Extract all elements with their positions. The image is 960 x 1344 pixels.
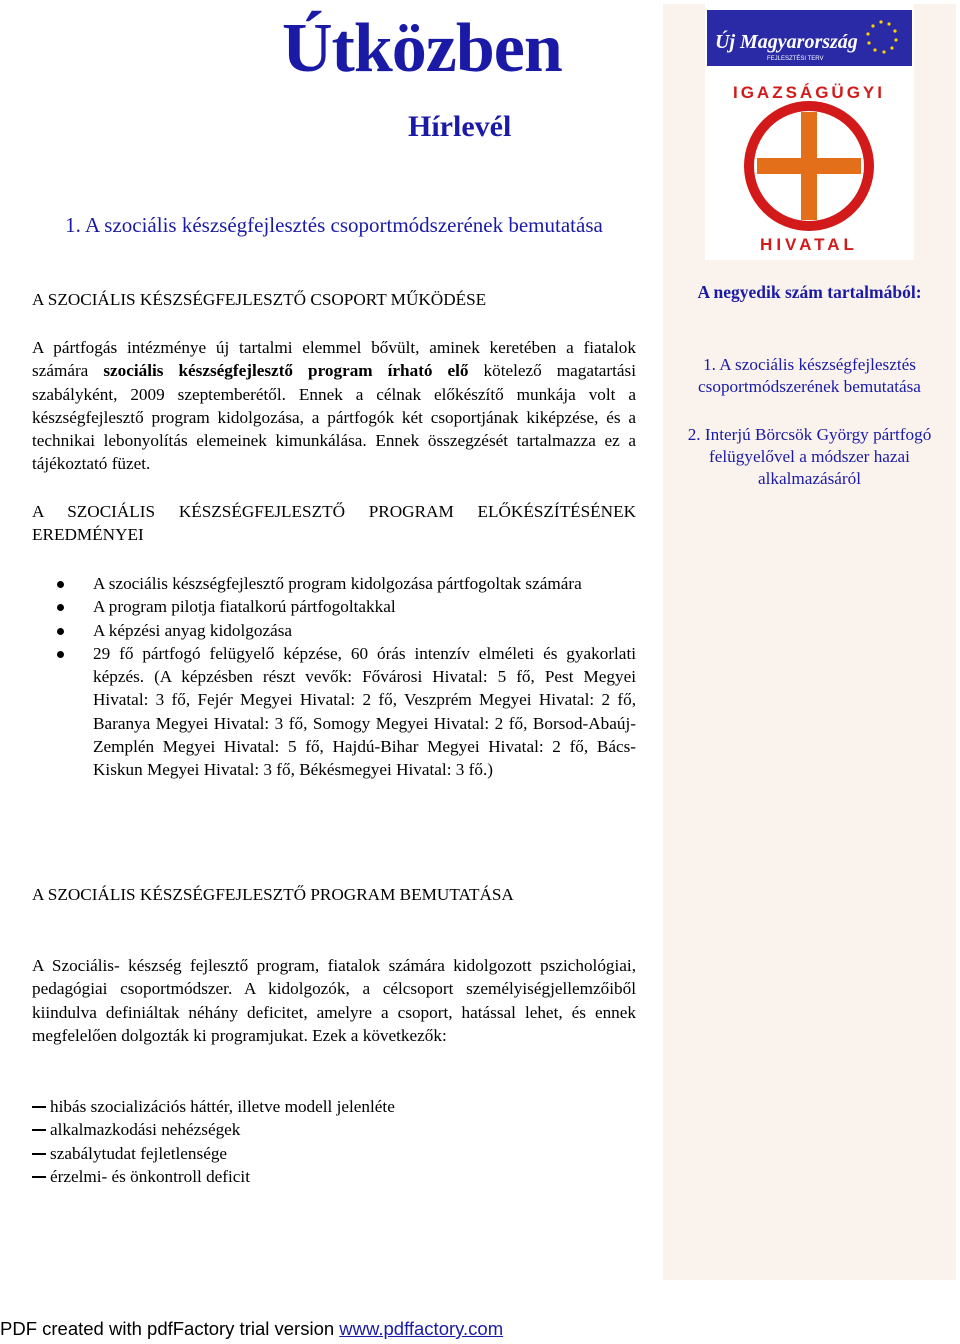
bullet-icon — [57, 651, 64, 658]
heading-program-bemutatasa: A SZOCIÁLIS KÉSZSÉGFEJLESZTŐ PROGRAM BEMUTATÁSA — [32, 885, 514, 904]
list-item-text: 29 fő pártfogó felügyelő képzése, 60 órás intenzív elméleti és gyakorlati képzés. (A képzésben részt vevők: Fővárosi Hivatal: 5 fő, Pest Megyei Hivatal: 3 fő, Fejér Megyei Hivatal: 2 fő, Veszprém Megyei Hivatal: 2 fő, Baranya Megyei Hivatal: 3 fő, Somogy Megyei Hivatal: 2 fő, Borsod-Abaúj-Zemplén Megyei Hivatal: 5 fő, Hajdú-Bihar Megyei Hivatal: 2 fő, Bács-Kiskun Megyei Hivatal: 3 fő, Békésmegyei Hivatal: 3 fő.) — [93, 643, 636, 780]
list-item — [32, 619, 636, 642]
list-item — [32, 1165, 395, 1188]
sidebar-contents-item: 2. Interjú Börcsök György pártfogó felügyelővel a módszer hazai alkalmazásáról — [687, 425, 932, 488]
uj-magyarorszag-logo-subtext: FEJLESZTÉSI TERV — [767, 56, 824, 62]
pdffactory-link[interactable]: www.pdffactory.com — [339, 1318, 504, 1339]
dash-icon — [32, 1176, 46, 1178]
list-item-text: A program pilotja fiatalkorú pártfogoltakkal — [93, 597, 396, 617]
newsletter-subtitle: Hírlevél — [408, 110, 512, 143]
pdf-footer — [0, 1318, 503, 1340]
list-item-text: szabálytudat fejletlensége — [50, 1143, 228, 1163]
footer-text: PDF created with pdfFactory trial version — [0, 1318, 340, 1339]
list-item-text: alkalmazkodási nehézségek — [50, 1120, 241, 1140]
intro-text-end: kötelező magatartási szabályként, 2009 szeptemberétől. Ennek a célnak előkészítő munkája volt a készségfejlesztő program kidolgozása, a pártfogók két csoportjának kiképzése, és a technikai lebonyolítás elemeinek kimunkálása. Ennek összegzését tartalmazza ez a tájékoztató füzet. — [32, 361, 636, 474]
heading-csoport-mukodese: A SZOCIÁLIS KÉSZSÉGFEJLESZTŐ CSOPORT MŰKÖDÉSE — [32, 290, 487, 309]
intro-paragraph — [32, 336, 636, 476]
sidebar-heading: A negyedik szám tartalmából: — [697, 282, 922, 302]
heading-elokeszites-eredmenyei — [32, 500, 636, 547]
list-item-text: A képzési anyag kidolgozása — [93, 620, 293, 640]
list-item — [32, 1095, 395, 1118]
dash-icon — [32, 1129, 46, 1131]
list-item-text: érzelmi- és önkontroll deficit — [50, 1166, 250, 1186]
bullet-icon — [57, 604, 64, 611]
list-item — [32, 572, 636, 595]
bullet-icon — [57, 628, 64, 635]
hivatal-emblem — [733, 83, 885, 254]
newsletter-title: Útközben — [282, 10, 562, 87]
bullet-icon — [57, 581, 64, 588]
deficits-list — [32, 1095, 395, 1188]
heading-elokeszites-eredmenyei-text: A SZOCIÁLIS KÉSZSÉGFEJLESZTŐ PROGRAM ELŐKÉSZÍTÉSÉNEK EREDMÉNYEI — [32, 502, 636, 545]
sidebar-contents-item: 1. A szociális készségfejlesztés csoportmódszerének bemutatása — [698, 355, 921, 396]
article-title: 1. A szociális készségfejlesztés csoportmódszerének bemutatása — [65, 213, 603, 237]
list-item — [32, 1142, 395, 1165]
list-item — [32, 595, 636, 618]
logo-box — [705, 4, 914, 260]
list-item — [32, 1118, 395, 1141]
list-item — [32, 642, 636, 782]
intro-text-start: A pártfogás intézménye új tartalmi elemmel bővült, aminek keretében a fiatalok számára — [32, 338, 636, 381]
intro-text-bold: szociális készségfejlesztő program írható elő — [103, 361, 469, 381]
svg-text:HIVATAL: HIVATAL — [760, 235, 858, 254]
svg-text:IGAZSÁGÜGYI: IGAZSÁGÜGYI — [732, 83, 886, 102]
program-description: A Szociális- készség fejlesztő program, fiatalok számára kidolgozott pszichológiai, pedagógiai csoportmódszer. A kidolgozók, a célcsoport személyiségjellemzőiből kiindulva definiáltak néhány deficitet, amelyre a csoport, hatással lehet, és ennek megfelelően dolgozták ki programjukat. Ezek a következők: — [32, 956, 636, 1045]
uj-magyarorszag-logo-text: Új Magyarország — [715, 31, 858, 53]
igazsagugyi-hivatal-logo — [705, 4, 914, 260]
results-list — [32, 572, 636, 782]
list-item-text: A szociális készségfejlesztő program kidolgozása pártfogoltak számára — [93, 574, 582, 593]
dash-icon — [32, 1153, 46, 1155]
dash-icon — [32, 1106, 46, 1108]
list-item-text: hibás szocializációs háttér, illetve modell jelenléte — [50, 1097, 395, 1116]
